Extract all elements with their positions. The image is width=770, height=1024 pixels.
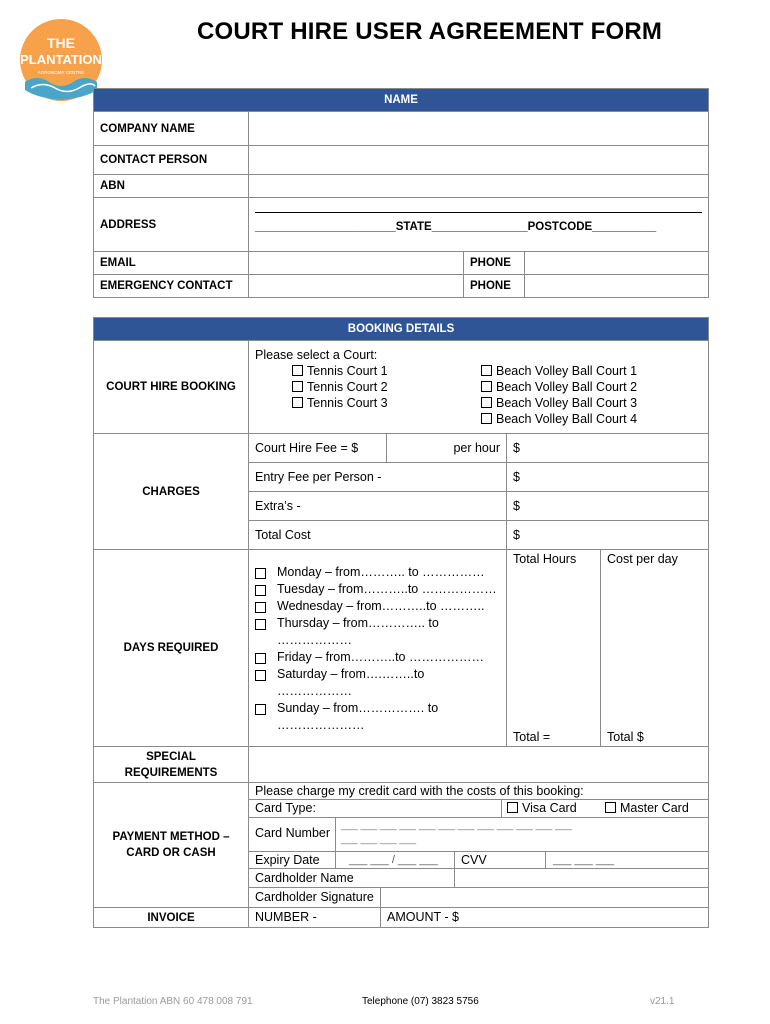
days-required-label: DAYS REQUIRED [94,550,249,747]
footer-abn: The Plantation ABN 60 478 008 791 [93,996,253,1007]
total-dollar-label: Total $ [607,730,644,744]
visa-option[interactable]: Visa Card [507,800,577,817]
checkbox-icon[interactable] [255,704,266,715]
footer-telephone: Telephone (07) 3823 5756 [362,996,479,1007]
beach-court-list [481,363,637,427]
address-label: ADDRESS [94,198,249,252]
card-type-label: Card Type: [255,801,316,815]
card-number-field[interactable] [341,819,572,847]
extras-amount-field[interactable]: $ [507,492,709,521]
name-table [93,88,709,298]
expiry-divider [335,852,336,868]
company-name-field[interactable] [249,112,709,146]
court-hire-booking-label: COURT HIRE BOOKING [94,341,249,434]
checkbox-icon[interactable] [481,365,492,376]
cardholder-signature-row [249,888,708,907]
cvv-label: CVV [461,853,487,867]
extras-label: Extra’s - [249,492,507,521]
checkbox-icon[interactable] [292,397,303,408]
expiry-row [249,852,708,869]
expiry-field[interactable]: ___ ___ / ___ ___ [349,854,438,866]
contact-person-field[interactable] [249,146,709,175]
court-fee-label: Court Hire Fee = $ [249,434,387,463]
address-state-postcode: ______________________STATE_______________POSTCODE__________ [255,221,657,233]
mastercard-option[interactable]: Master Card [605,800,689,817]
per-hour-label: per hour [387,434,507,463]
footer-version: v21.1 [650,996,675,1007]
court-fee-amount-field[interactable]: $ [507,434,709,463]
cardholder-name-field[interactable] [455,869,708,887]
cardholder-name-label: Cardholder Name [255,871,354,885]
checkbox-icon[interactable] [255,619,266,630]
booking-table [93,317,709,928]
beach-court-2-option[interactable]: Beach Volley Ball Court 2 [481,379,637,395]
cardholder-signature-field[interactable] [381,888,708,907]
cardholder-signature-label: Cardholder Signature [255,890,374,904]
phone-label: PHONE [464,252,525,275]
card-number-row [249,818,708,852]
court-selection-cell [249,341,709,434]
email-label: EMAIL [94,252,249,275]
card-number-divider [335,818,336,851]
day-tuesday[interactable]: Tuesday – from………..to ……………… [255,581,500,598]
total-hours-cell[interactable] [507,550,601,747]
tennis-court-1-option[interactable]: Tennis Court 1 [292,363,388,379]
cost-per-day-label: Cost per day [607,552,678,566]
checkbox-icon[interactable] [507,802,518,813]
invoice-label: INVOICE [94,908,249,928]
days-cell [249,550,507,747]
day-thursday[interactable]: Thursday – from………….. to ……………… [255,615,500,649]
checkbox-icon[interactable] [605,802,616,813]
checkbox-icon[interactable] [255,585,266,596]
checkbox-icon[interactable] [255,653,266,664]
total-cost-label: Total Cost [249,521,507,550]
cost-per-day-cell[interactable] [601,550,709,747]
total-eq-label: Total = [513,730,551,744]
total-cost-amount-field[interactable]: $ [507,521,709,550]
day-saturday[interactable]: Saturday – from….……..to ……………… [255,666,500,700]
address-field[interactable] [249,198,709,252]
days-list [255,564,500,734]
invoice-cell [249,908,709,928]
emergency-phone-label: PHONE [464,275,525,298]
card-digits-line2: ___ ___ ___ ___ [341,834,417,845]
tennis-court-list [292,363,388,411]
entry-fee-amount-field[interactable]: $ [507,463,709,492]
abn-field[interactable] [249,175,709,198]
invoice-number-field[interactable]: NUMBER - [255,910,317,924]
emergency-phone-field[interactable] [525,275,709,298]
card-type-divider [501,800,502,817]
checkbox-icon[interactable] [481,413,492,424]
emergency-contact-label: EMERGENCY CONTACT [94,275,249,298]
card-type-row [249,800,708,818]
beach-court-1-option[interactable]: Beach Volley Ball Court 1 [481,363,637,379]
tennis-court-3-option[interactable]: Tennis Court 3 [292,395,388,411]
cvv-divider [454,852,455,868]
cvv-field-divider [545,852,546,868]
booking-header: BOOKING DETAILS [94,318,709,341]
expiry-label: Expiry Date [255,853,320,867]
company-name-label: COMPANY NAME [94,112,249,146]
checkbox-icon[interactable] [481,381,492,392]
card-digits-line1: ___ ___ ___ ___ ___ ___ ___ ___ ___ ___ ___ ___ [341,820,572,831]
court-select-prompt: Please select a Court: [255,348,378,362]
abn-label: ABN [94,175,249,198]
total-hours-label: Total Hours [513,552,577,566]
beach-court-4-option[interactable]: Beach Volley Ball Court 4 [481,411,637,427]
special-requirements-label: SPECIAL REQUIREMENTS [94,747,249,783]
cvv-field[interactable]: ___ ___ ___ [553,854,615,866]
tennis-court-2-option[interactable]: Tennis Court 2 [292,379,388,395]
logo-line3: AGRONOMY CENTRE [37,70,85,75]
payment-cell [249,783,709,908]
page-title: COURT HIRE USER AGREEMENT FORM [197,18,663,45]
contact-person-label: CONTACT PERSON [94,146,249,175]
invoice-divider [380,908,381,928]
checkbox-icon[interactable] [255,670,266,681]
payment-method-label: PAYMENT METHOD – CARD OR CASH [94,783,249,908]
checkbox-icon[interactable] [292,365,303,376]
card-number-label: Card Number [255,826,331,840]
checkbox-icon[interactable] [292,381,303,392]
charge-text: Please charge my credit card with the costs of this booking: [249,783,708,800]
special-requirements-field[interactable] [249,747,709,783]
checkbox-icon[interactable] [481,397,492,408]
logo-line1: THE [47,35,75,51]
email-field[interactable] [249,252,464,275]
logo-line2: PLANTATION [20,52,102,67]
day-monday[interactable]: Monday – from……….. to …………… [255,564,500,581]
day-sunday[interactable]: Sunday – from……………. to ………………… [255,700,500,734]
phone-field[interactable] [525,252,709,275]
name-header: NAME [94,89,709,112]
cardholder-name-row [249,869,708,888]
emergency-contact-field[interactable] [249,275,464,298]
entry-fee-label: Entry Fee per Person - [249,463,507,492]
day-wednesday[interactable]: Wednesday – from………..to ……….. [255,598,500,615]
address-line [255,212,702,213]
charges-label: CHARGES [94,434,249,550]
checkbox-icon[interactable] [255,568,266,579]
beach-court-3-option[interactable]: Beach Volley Ball Court 3 [481,395,637,411]
checkbox-icon[interactable] [255,602,266,613]
invoice-amount-field[interactable]: AMOUNT - $ [387,910,459,924]
day-friday[interactable]: Friday – from………..to ……………… [255,649,500,666]
